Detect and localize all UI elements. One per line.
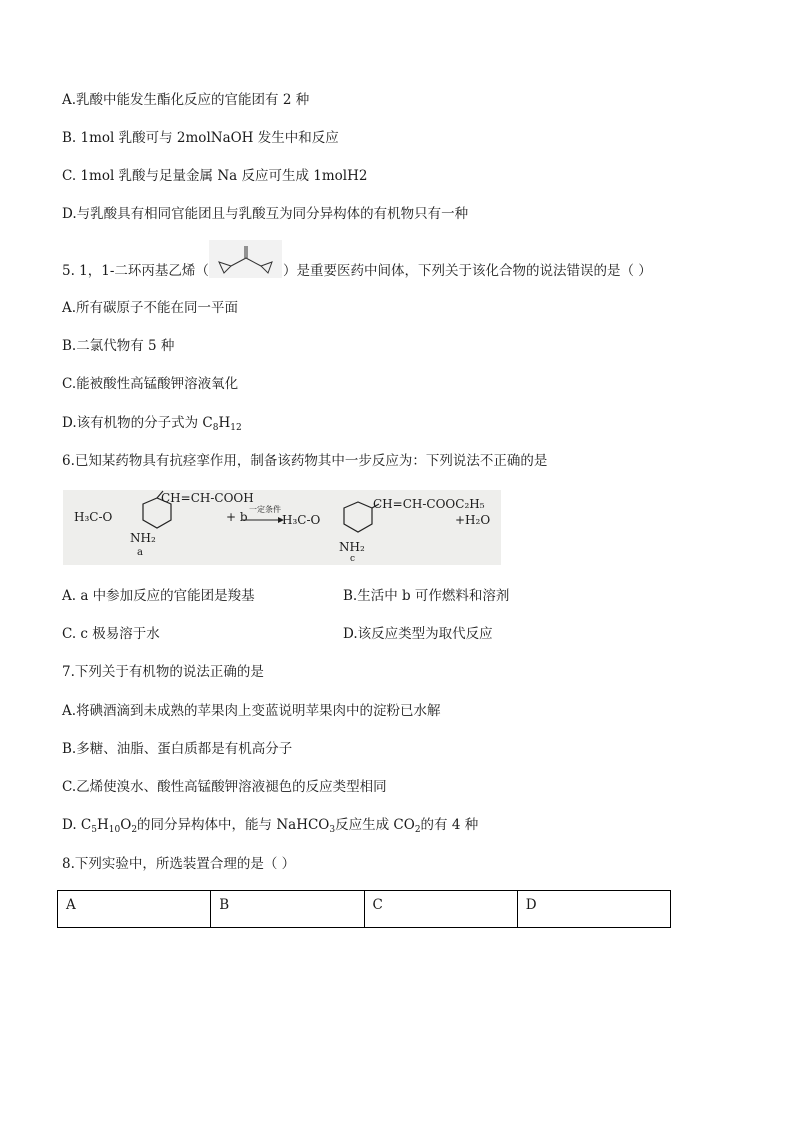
product-amine-label: NH₂ <box>339 540 365 554</box>
reaction-scheme-image <box>63 490 501 565</box>
q7-stem: 7.下列关于有机物的说法正确的是 <box>62 664 264 680</box>
q7-option-c: C.乙烯使溴水、酸性高锰酸钾溶液褪色的反应类型相同 <box>62 779 387 795</box>
dicyclopropylethylene-structure-image <box>209 240 282 278</box>
q5-stem-start: 5. 1，1-二环丙基乙烯（ <box>62 263 209 279</box>
q8-cell-d: D <box>517 891 670 928</box>
plus-b-label: + b <box>226 510 248 524</box>
q4-option-a: A.乳酸中能发生酯化反应的官能团有 2 种 <box>62 92 310 108</box>
q4-option-c: C. 1mol 乳酸与足量金属 Na 反应可生成 1molH2 <box>62 168 368 184</box>
q5-option-a: A.所有碳原子不能在同一平面 <box>62 300 239 316</box>
reactant-amine-label: NH₂ <box>130 531 156 545</box>
q7-option-d: D. $C_5H_{10}O_2$的同分异构体中，能与 NaHCO$_3$反应生成 $CO_2$的有 4 种 <box>62 817 479 835</box>
q5-stem-end: ）是重要医药中间体，下列关于该化合物的说法错误的是（ ） <box>283 263 652 279</box>
product-chain-label: CH=CH-COOC₂H₅ <box>373 497 485 511</box>
q4-option-d: D.与乳酸具有相同官能团且与乳酸互为同分异构体的有机物只有一种 <box>62 206 469 222</box>
q8-cell-b: B <box>211 891 364 928</box>
q8-cell-c: C <box>364 891 517 928</box>
q4-option-b: B. 1mol 乳酸可与 2molNaOH 发生中和反应 <box>62 130 339 146</box>
q8-cell-a: A <box>58 891 211 928</box>
reactant-methoxy-label: H₃C-O <box>74 510 113 524</box>
q6-option-a: A. a 中参加反应的官能团是羧基 <box>62 588 255 604</box>
q6-option-d: D.该反应类型为取代反应 <box>343 626 493 642</box>
q5-option-b: B.二氯代物有 5 种 <box>62 338 175 354</box>
reaction-condition-label: 一定条件 <box>249 505 281 514</box>
q7-option-a: A.将碘酒滴到未成熟的苹果肉上变蓝说明苹果肉中的淀粉已水解 <box>62 703 441 719</box>
q8-options-table <box>57 890 671 928</box>
q7-option-b: B.多糖、油脂、蛋白质都是有机高分子 <box>62 741 293 757</box>
q5-option-d: D.该有机物的分子式为 $C_8H_{12}$ <box>62 415 242 433</box>
product-methoxy-label: H₃C-O <box>282 513 321 527</box>
q5-option-c: C.能被酸性高锰酸钾溶液氧化 <box>62 376 239 392</box>
q8-stem: 8.下列实验中，所选装置合理的是（ ） <box>62 856 296 872</box>
q6-stem: 6.已知某药物具有抗痉挛作用，制备该药物其中一步反应为：下列说法不正确的是 <box>62 453 548 469</box>
reactant-chain-label: CH=CH-COOH <box>161 491 254 505</box>
q6-option-c: C. c 极易溶于水 <box>62 626 160 642</box>
reactant-a-label: a <box>137 547 143 558</box>
q6-option-b: B.生活中 b 可作燃料和溶剂 <box>343 588 510 604</box>
product-c-label: c <box>350 554 356 564</box>
water-label: +H₂O <box>455 513 491 527</box>
table-row <box>58 891 671 928</box>
